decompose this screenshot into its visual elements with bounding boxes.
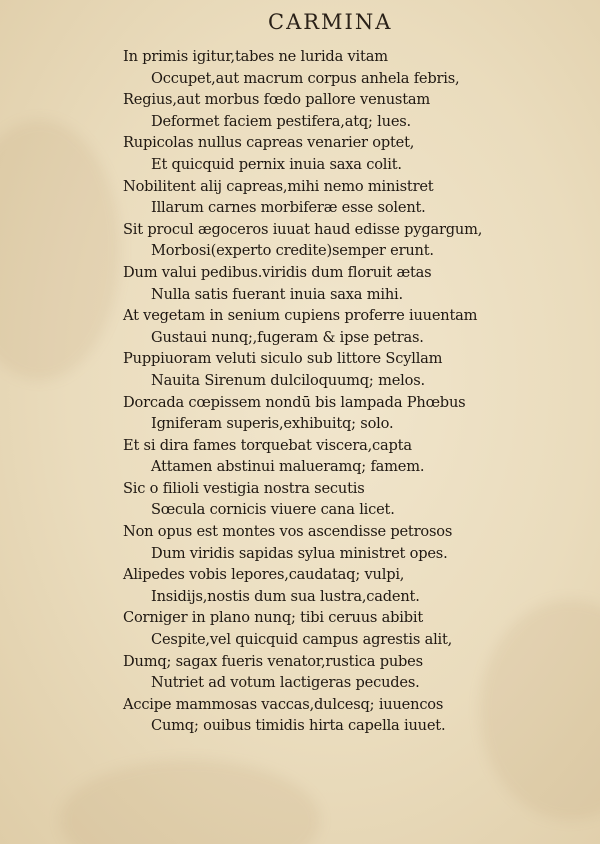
verse-line: Corniger in plano nunq; tibi ceruus abibit (123, 609, 423, 627)
verse-line: Morbosi(experto credite)semper erunt. (151, 242, 434, 260)
paper-stain (0, 120, 120, 380)
verse-line: Nulla satis fuerant inuia saxa mihi. (151, 285, 403, 303)
running-head: CARMINA (268, 10, 393, 34)
verse-line: Non opus est montes vos ascendisse petrosos (123, 523, 453, 541)
verse-line: Sœcula cornicis viuere cana licet. (151, 501, 395, 519)
verse-line: In primis igitur,tabes ne lurida vitam (123, 48, 388, 65)
verse-line: Regius,aut morbus fœdo pallore venustam (123, 91, 431, 109)
verse-line: Nutriet ad votum lactigeras pecudes. (151, 674, 420, 692)
verse-line: Et quicquid pernix inuia saxa colit. (151, 155, 402, 173)
paper-stain (60, 760, 320, 844)
verse-line: Sit procul ægoceros iuuat haud edisse pygargum, (123, 220, 483, 238)
verse-line: Dumq; sagax fueris venator,rustica pubes (123, 652, 423, 670)
verse-line: Occupet,aut macrum corpus anhela febris, (151, 69, 460, 87)
verse-line: Nauita Sirenum dulciloquumq; melos. (151, 371, 425, 389)
verse-line: At vegetam in senium cupiens proferre iuuentam (123, 307, 478, 325)
verse-line: Et si dira fames torquebat viscera,capta (123, 436, 412, 454)
verse-line: Dum viridis sapidas sylua ministret opes. (151, 544, 448, 562)
verse-line: Dorcada cœpissem nondū bis lampada Phœbus (123, 393, 466, 411)
verse-line: Illarum carnes morbiferæ esse solent. (151, 199, 426, 217)
verse-line: Gustaui nunq;,fugeram & ipse petras. (151, 328, 424, 346)
verse-line: Cespite,vel quicquid campus agrestis alit, (151, 631, 453, 649)
verse-line: Nobilitent alij capreas,mihi nemo ministret (123, 177, 434, 195)
verse-line: Alipedes vobis lepores,caudataq; vulpi, (123, 566, 405, 584)
verse-line: Igniferam superis,exhibuitq; solo. (151, 415, 394, 433)
verse-line: Cumq; ouibus timidis hirta capella iuuet. (151, 717, 446, 735)
verse-line: Accipe mammosas vaccas,dulcesq; iuuencos (123, 695, 444, 713)
verse-line: Puppiuoram veluti siculo sub littore Scyllam (123, 350, 443, 368)
verse-line: Deformet faciem pestifera,atq; lues. (151, 112, 411, 130)
verse-line: Dum valui pedibus.viridis dum floruit ætas (123, 263, 432, 281)
verse-line: Insidijs,nostis dum sua lustra,cadent. (151, 587, 420, 605)
verse-line: Sic o filioli vestigia nostra secutis (123, 479, 365, 497)
poem-text (123, 46, 563, 737)
verse-line: Attamen abstinui malueramq; famem. (151, 458, 425, 476)
verse-line: Rupicolas nullus capreas venarier optet, (123, 134, 415, 152)
